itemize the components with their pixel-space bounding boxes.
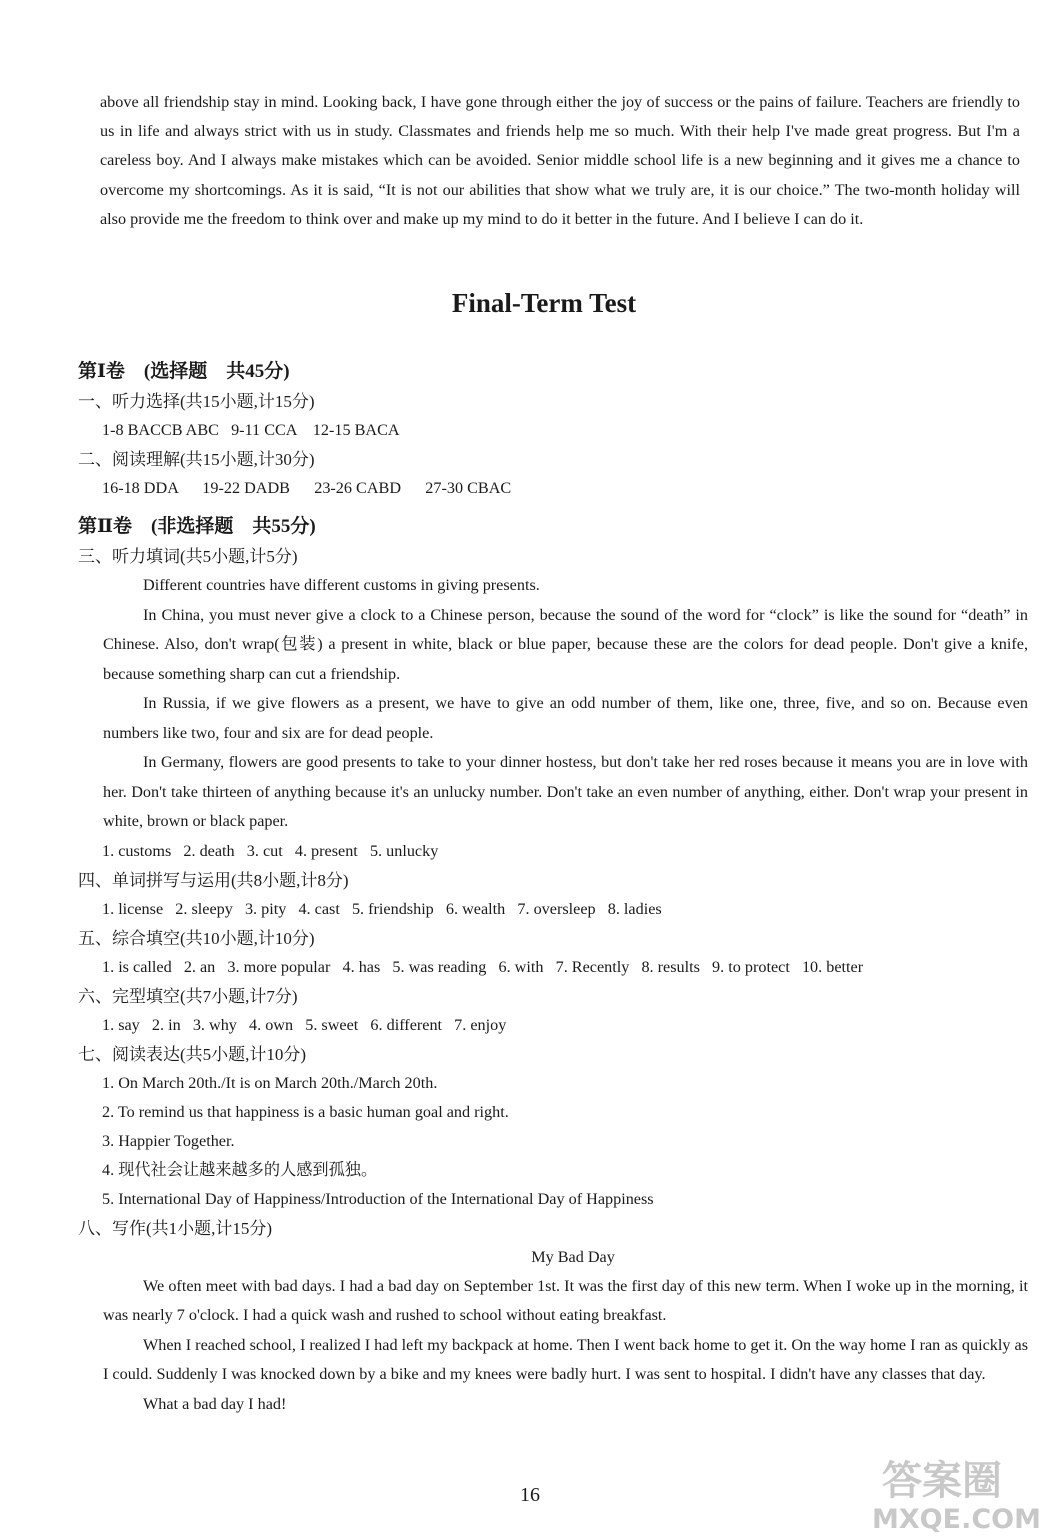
part-1-heading: 第Ⅰ卷 (选择题 共45分) [78,361,290,382]
essay-paragraph: We often meet with bad days. I had a bad day on September 1st. It was the first day of this new term. When I woke up in the morning, it was nearly 7 o'clock. I had a quick wash and rushed to school without eating breakfast. [103,1276,1028,1324]
section-8-heading: 八、写作(共1小题,计15分) [78,1218,273,1238]
section-3-paragraph: Different countries have different customs in giving presents. [143,576,540,594]
section-5-heading: 五、综合填空(共10小题,计10分) [78,928,315,948]
section-4-answers: 1. license 2. sleepy 3. pity 4. cast 5. friendship 6. wealth 7. oversleep 8. ladies [102,899,662,918]
section-7-answer: 4. 现代社会让越来越多的人感到孤独。 [102,1160,378,1179]
section-6-heading: 六、完型填空(共7小题,计7分) [78,986,298,1006]
section-7-answer: 5. International Day of Happiness/Introduction of the International Day of Happiness [102,1189,654,1208]
section-3-answers: 1. customs 2. death 3. cut 4. present 5. unlucky [102,841,439,860]
section-7-answer: 3. Happier Together. [102,1131,235,1150]
section-1-heading: 一、听力选择(共15小题,计15分) [78,392,315,411]
page-number: 16 [520,1484,540,1506]
section-7-heading: 七、阅读表达(共5小题,计10分) [78,1044,307,1064]
section-3-paragraph: In Russia, if we give flowers as a present, we have to give an odd number of them, like one, three, five, and so on. Because even numbers like two, four and six are for dead people. [103,694,1028,742]
watermark-logo [860,1448,1050,1536]
section-6-answers: 1. say 2. in 3. why 4. own 5. sweet 6. different 7. enjoy [102,1015,507,1034]
section-7-answer: 1. On March 20th./It is on March 20th./March 20th. [102,1073,438,1092]
section-5-answers: 1. is called 2. an 3. more popular 4. has 5. was reading 6. with 7. Recently 8. results 9. to protect 10. better [102,957,864,976]
section-2-answers: 16-18 DDA 19-22 DADB 23-26 CABD 27-30 CBAC [102,479,512,497]
section-7-answer: 2. To remind us that happiness is a basic human goal and right. [102,1102,509,1121]
essay-paragraph: When I reached school, I realized I had left my backpack at home. Then I went back home to get it. On the way home I ran as quickly as I could. Suddenly I was knocked down by a bike and my knees were badly hurt. I was sent to hospital. I didn't have any classes that day. [103,1335,1028,1383]
intro-paragraph: above all friendship stay in mind. Looking back, I have gone through either the joy of success or the pains of failure. Teachers are friendly to us in life and always strict with us in study. Classmates and friends help me so much. With their help I've made great progress. But I'm a careless boy. And I always make mistakes which can be avoided. Senior middle school life is a new beginning and it gives me a chance to overcome my shortcomings. As it is said, “It is not our abilities that show what we truly are, it is our choice.” The two-month holiday will also provide me the freedom to think over and make up my mind to do it better in the future. And I believe I can do it. [100,93,1020,228]
section-3-heading: 三、听力填词(共5小题,计5分) [78,547,298,566]
part-2-heading: 第Ⅱ卷 (非选择题 共55分) [78,516,316,537]
part-2 [78,512,1028,1419]
section-3-paragraph: In China, you must never give a clock to a Chinese person, because the sound of the word for “clock” is like the sound for “death” in Chinese. Also, don't wrap(包装) a present in white, black or blue paper, because these are the colors for dead people. Don't give a knife, because something sharp can cut a friendship. [103,605,1028,683]
part-1 [78,357,1028,503]
section-3-paragraph: In Germany, flowers are good presents to take to your dinner hostess, but don't take her red roses because it means you are in love with her. Don't take thirteen of anything because it's an unlucky number. Don't take an even number of anything, either. Don't wrap your present in white, brown or black paper. [103,753,1028,830]
section-4-heading: 四、单词拼写与运用(共8小题,计8分) [78,870,349,890]
watermark-line-1: 答案圈 [882,1458,1002,1504]
section-2-heading: 二、阅读理解(共15小题,计30分) [78,450,315,469]
page-title: Final-Term Test [451,288,637,318]
essay-title: My Bad Day [531,1247,615,1266]
essay-paragraph: What a bad day I had! [143,1394,287,1413]
watermark-line-2: MXQE.COM [872,1504,1041,1535]
section-1-answers: 1-8 BACCB ABC 9-11 CCA 12-15 BACA [102,421,400,439]
